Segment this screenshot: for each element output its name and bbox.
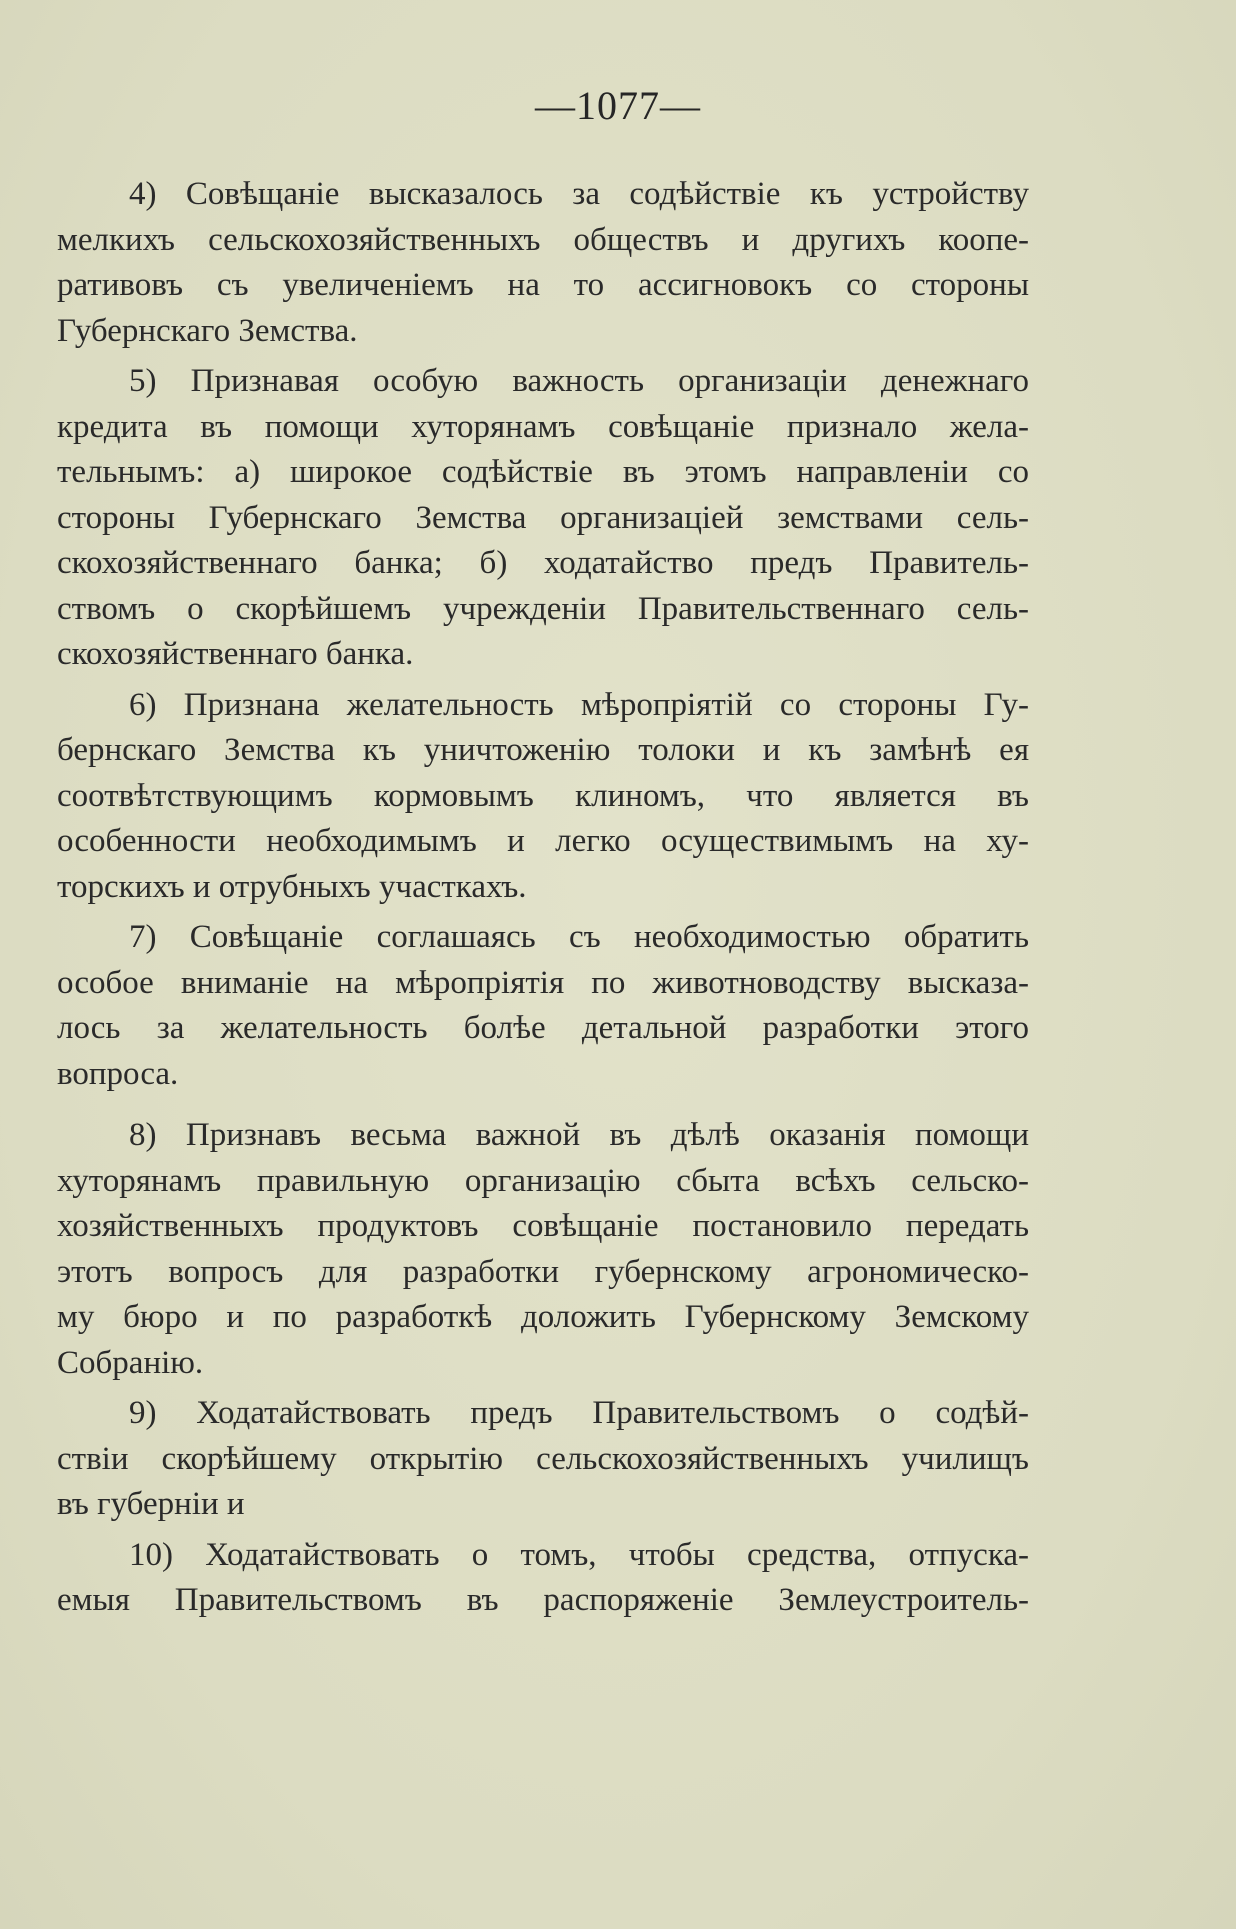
- text-line: му бюро и по разработкѣ доложить Губернскому Земскому: [57, 1299, 1029, 1335]
- text-line: лось за желательность болѣе детальной разработки этого: [57, 1010, 1029, 1046]
- paragraph-8: [57, 1113, 1029, 1386]
- text-line: ративовъ съ увеличеніемъ на то ассигновокъ со стороны: [57, 267, 1029, 303]
- paragraph-10: [57, 1533, 1029, 1624]
- text-line: тельнымъ: а) широкое содѣйствіе въ этомъ направленіи со: [57, 454, 1029, 490]
- text-line: ствомъ о скорѣйшемъ учрежденіи Правительственнаго сель-: [57, 590, 1029, 627]
- text-line: Губернскаго Земства.: [57, 312, 358, 349]
- text-line: бернскаго Земства къ уничтоженію толоки и къ замѣнѣ ея: [57, 732, 1029, 768]
- text-line: вопроса.: [57, 1055, 179, 1092]
- text-line: мелкихъ сельскохозяйственныхъ обществъ и другихъ коопе-: [57, 221, 1029, 258]
- text-line: особое вниманіе на мѣропріятія по животноводству высказа-: [57, 964, 1029, 1001]
- page-number: —1077—: [535, 83, 701, 128]
- text-line: хозяйственныхъ продуктовъ совѣщаніе постановило передать: [57, 1208, 1029, 1244]
- text-line: торскихъ и отрубныхъ участкахъ.: [57, 868, 527, 905]
- text-line: въ губерніи и: [57, 1486, 245, 1522]
- text-line: 8) Признавъ весьма важной въ дѣлѣ оказанія помощи: [129, 1117, 1029, 1153]
- text-line: особенности необходимымъ и легко осуществимымъ на ху-: [57, 823, 1029, 859]
- text-line: скохозяйственнаго банка; б) ходатайство предъ Правитель-: [57, 545, 1029, 581]
- text-line: кредита въ помощи хуторянамъ совѣщаніе признало жела-: [57, 408, 1029, 445]
- paragraph-9: [57, 1391, 1029, 1528]
- text-line: скохозяйственнаго банка.: [57, 636, 414, 672]
- body-text: [57, 172, 1029, 1629]
- text-line: емыя Правительствомъ въ распоряженіе Землеустроитель-: [57, 1582, 1029, 1618]
- text-line: 4) Совѣщаніе высказалось за содѣйствіе къ устройству: [129, 176, 1029, 212]
- text-line: Собранію.: [57, 1344, 204, 1381]
- text-line: 7) Совѣщаніе соглашаясь съ необходимостью обратить: [129, 919, 1029, 955]
- text-line: хуторянамъ правильную организацію сбыта всѣхъ сельско-: [57, 1162, 1029, 1199]
- text-line: 9) Ходатайствовать предъ Правительствомъ о содѣй-: [129, 1395, 1029, 1431]
- paragraph-5: [57, 359, 1029, 678]
- text-line: этотъ вопросъ для разработки губернскому агрономическо-: [57, 1253, 1029, 1290]
- paragraph-7: [57, 915, 1029, 1097]
- text-line: 6) Признана желательность мѣропріятій со стороны Гу-: [129, 686, 1029, 723]
- text-line: 10) Ходатайствовать о томъ, чтобы средства, отпуска-: [129, 1536, 1029, 1573]
- paragraph-4: [57, 172, 1029, 354]
- text-line: соотвѣтствующимъ кормовымъ клиномъ, что является въ: [57, 777, 1029, 814]
- text-line: ствіи скорѣйшему открытію сельскохозяйственныхъ училищъ: [57, 1440, 1029, 1477]
- text-line: стороны Губернскаго Земства организаціей земствами сель-: [57, 499, 1029, 536]
- paragraph-6: [57, 683, 1029, 911]
- text-line: 5) Признавая особую важность организаціи денежнаго: [129, 363, 1029, 399]
